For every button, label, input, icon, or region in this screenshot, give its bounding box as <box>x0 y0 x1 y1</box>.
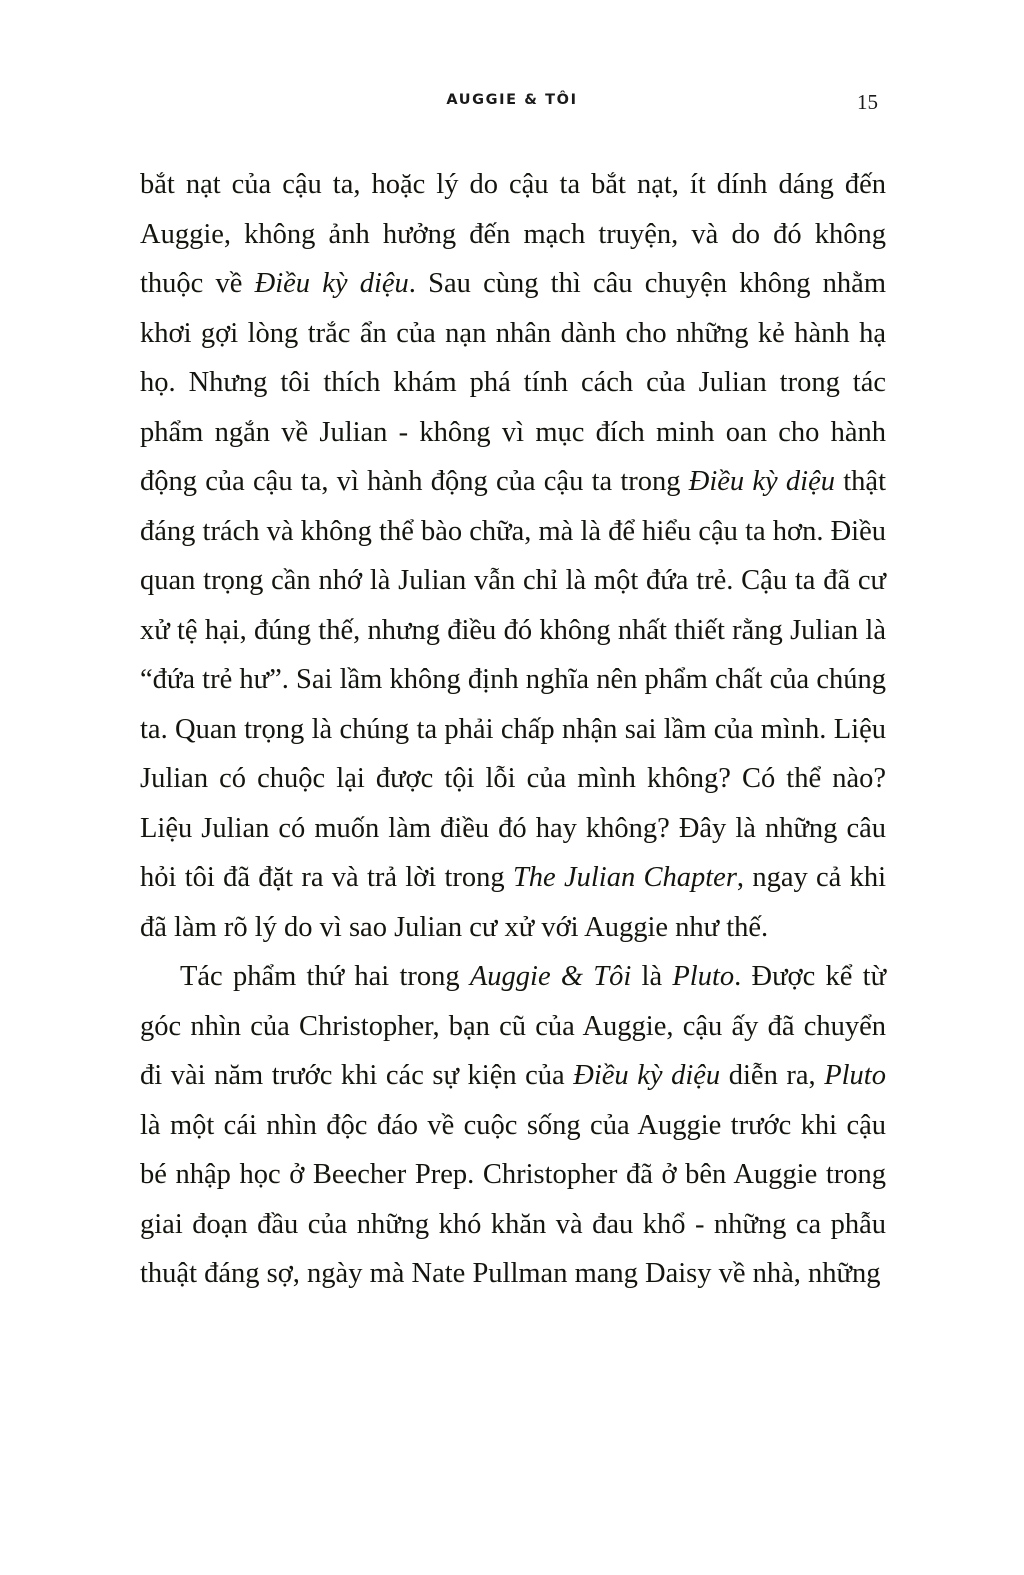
italic-title: Điều kỳ diệu <box>254 268 409 299</box>
text-run: là <box>631 961 673 992</box>
running-head-title: AUGGIE & TÔI <box>446 92 578 108</box>
italic-title: Pluto <box>672 961 735 992</box>
page-number: 15 <box>857 90 878 114</box>
italic-title: The Julian Chapter <box>512 862 737 893</box>
text-run: Tác phẩm thứ hai trong <box>180 961 470 992</box>
running-head <box>140 92 884 116</box>
text-run: là một cái nhìn độc đáo về cuộc sống của Auggie trước khi cậu bé nhập học ở Beecher Prep. Christopher đã ở bên Auggie trong giai đoạn đầu của những khó khăn và đau khổ - những ca phẫu thuật đáng sợ, ngày mà Nate Pullman mang Daisy về nhà, những <box>140 1109 886 1289</box>
paragraph <box>140 160 886 952</box>
text-run: , ngay cả khi đã làm rõ lý do vì sao Julian cư xử với Auggie như thế. <box>140 862 887 943</box>
body-text <box>140 160 886 1299</box>
paragraph <box>140 952 886 1299</box>
italic-title: Điều kỳ diệu <box>573 1060 721 1091</box>
italic-title: Pluto <box>824 1060 886 1091</box>
italic-title: Điều kỳ diệu <box>688 466 836 497</box>
text-run: . Sau cùng thì câu chuyện không nhằm khơi gợi lòng trắc ẩn của nạn nhân dành cho những kẻ hành hạ họ. Nhưng tôi thích khám phá tính cách của Julian trong tác phẩm ngắn về Julian - không vì mục đích minh oan cho hành động của cậu ta, vì hành động của cậu ta trong <box>140 268 886 497</box>
text-run: diễn ra, <box>720 1060 825 1091</box>
text-run: thật đáng trách và không thể bào chữa, mà là để hiểu cậu ta hơn. Điều quan trọng cần nhớ là Julian vẫn chỉ là một đứa trẻ. Cậu ta đã cư xử tệ hại, đúng thế, nhưng điều đó không nhất thiết rằng Julian là “đứa trẻ hư”. Sai lầm không định nghĩa nên phẩm chất của chúng ta. Quan trọng là chúng ta phải chấp nhận sai lầm của mình. Liệu Julian có chuộc lại được tội lỗi của mình không? Có thể nào? Liệu Julian có muốn làm điều đó hay không? Đây là những câu hỏi tôi đã đặt ra và trả lời trong <box>140 466 886 893</box>
italic-title: Auggie & Tôi <box>469 961 632 992</box>
text-run: . Được kể từ góc nhìn của Christopher, bạn cũ của Auggie, cậu ấy đã chuyển đi vài năm trước khi các sự kiện của <box>140 961 887 1091</box>
text-run: bắt nạt của cậu ta, hoặc lý do cậu ta bắt nạt, ít dính dáng đến Auggie, không ảnh hưởng đến mạch truyện, và do đó không thuộc về <box>140 169 886 299</box>
